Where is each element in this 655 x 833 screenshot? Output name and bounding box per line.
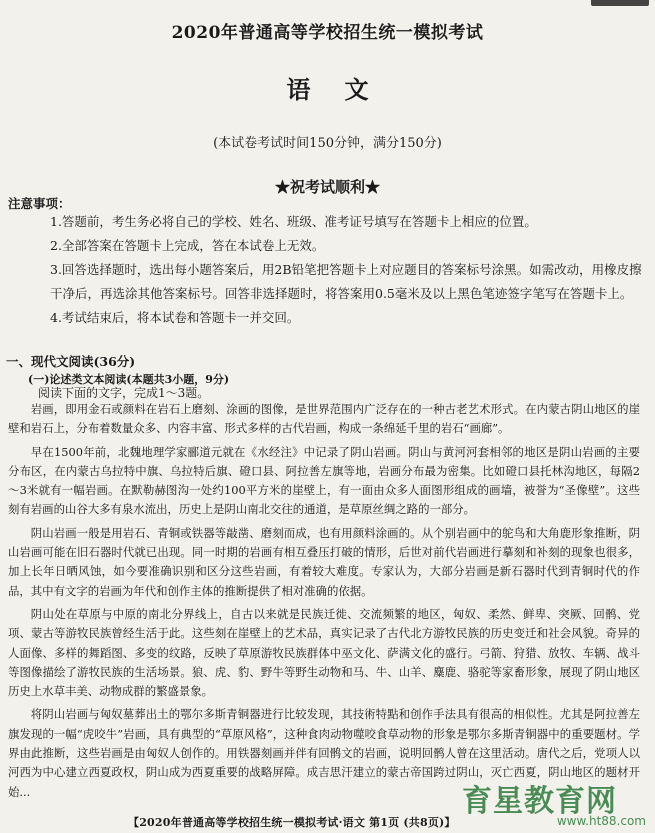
section-title: 一、现代文阅读(36分) — [6, 354, 136, 369]
page-footer: 【2020年普通高等学校招生统一模拟考试·语文 第1页 (共8页)】 — [128, 816, 456, 829]
passage-paragraph: 早在1500年前，北魏地理学家郦道元就在《水经注》中记录了阴山岩画。阴山与黄河河套相邻的地区是阴山岩画的主要分布区，在内蒙古乌拉特中旗、乌拉特后旗、磴口县、阿拉善左旗等地，岩画分布最为密集。比如磴口县托林沟地区，每隔2～3米就有一幅岩画。在默勒赫图沟一处约100平方米的崖壁上，有一面由众多人面图形组成的画墙，被誉为“圣像壁”。这些刻有岩画的山谷大多有泉水流出，历史上是阴山南北交往的通道，是草原丝绸之路的一部分。 — [8, 444, 640, 517]
time-info: (本试卷考试时间150分钟，满分150分) — [213, 136, 442, 151]
passage-paragraph: 岩画，即用金石或颜料在岩石上磨刻、涂画的图像，是世界范围内广泛存在的一种古老艺术形式。在内蒙古阴山地区的崖壁和岩石上，分布着数量众多、内容丰富、形式多样的古代岩画，构成一条绵延千里的岩石“画廊”。 — [8, 402, 640, 436]
watermark-url: www.ht88.com — [556, 814, 646, 828]
passage-paragraph: 阴山处在草原与中原的南北分界线上，自古以来就是民族迁徙、交流频繁的地区，匈奴、柔然、鲜卑、突厥、回鹘、党项、蒙古等游牧民族曾经生活于此。这些刻在崖壁上的艺术品，真实记录了古代北方游牧民族的历史变迁和社会风貌。奇异的人面像、多样的舞蹈图、多变的纹路，反映了草原游牧民族群体中巫文化、萨满文化的盛行。弓箭、狩猎、放牧、车辆、战斗等图像描绘了游牧民族的生活场景。狼、虎、豹、野牛等野生动物和马、牛、山羊、麋鹿、骆驼等家畜形象，展现了阴山地区历史上水草丰美、动物成群的繁盛景象。 — [8, 606, 640, 699]
notice-item: 4.考试结束后，将本试卷和答题卡一并交回。 — [50, 310, 300, 325]
reading-passage — [8, 400, 640, 806]
notice-item: 2.全部答案在答题卡上完成，答在本试卷上无效。 — [50, 238, 325, 253]
passage-paragraph: 将阴山岩画与匈奴墓葬出土的鄂尔多斯青铜器进行比较发现，其技術特點和创作手法具有很高的相似性。尤其是阿拉善左旗发现的一幅“虎咬牛”岩画，具有典型的“草原风格”，这种食肉动物噬咬食草动物的形象是鄂尔多斯青铜器中的重要题材。学界由此推断，这些岩画是由匈奴人创作的。用铁器刻画并伴有回鹘文的岩画，说明回鹘人曾在这里活动。唐代之后，党项人以河西为中心建立西夏政权，阴山成为西夏重要的战略屏障。成吉思汗建立的蒙古帝国跨过阴山，灭亡西夏，阴山地区的题材开始... — [8, 707, 640, 799]
good-luck-banner: ★祝考试顺利★ — [274, 178, 380, 196]
notice-item: 1.答题前，考生务必将自己的学校、姓名、班级、准考证号填写在答题卡上相应的位置。 — [50, 214, 537, 229]
notice-item: 3.回答选择题时，选出每小题答案后，用2B铅笔把答题卡上对应题目的答案标号涂黑。如需改动，用橡皮擦干净后，再选涂其他答案标号。回答非选择题时，将答案用0.5毫米及以上黑色笔迹签字笔写在答题卡上。 — [50, 262, 642, 301]
notice-list — [50, 210, 642, 330]
watermark-name: 育星教育网 — [462, 784, 617, 819]
reading-instruction: 阅读下面的文字，完成1～3题。 — [38, 386, 210, 400]
watermark-logo — [462, 776, 652, 828]
corner-mark — [591, 0, 649, 6]
passage-paragraph: 阴山岩画一般是用岩石、青铜或铁器等敲凿、磨刻而成，也有用颜料涂画的。从个别岩画中的鸵鸟和大角鹿形象推断，阴山岩画可能在旧石器时代就已出现。同一时期的岩画有相互叠压打破的情形，后世对前代岩画进行摹刻和补刻的现象也很多，加上长年日晒风蚀，如今要准确识别和区分这些岩画，有着较大难度。专家认为，大部分岩画是新石器时代到青铜时代的作品，其中有文字的岩画为年代和创作主体的推断提供了相对准确的依据。 — [8, 525, 640, 598]
notice-heading: 注意事项： — [8, 196, 71, 211]
sub-section-title: (一)论述类文本阅读(本题共3小题，9分) — [28, 373, 230, 386]
exam-title: 2020年普通高等学校招生统一模拟考试 — [171, 23, 484, 43]
subject-title: 语文 — [286, 75, 403, 104]
